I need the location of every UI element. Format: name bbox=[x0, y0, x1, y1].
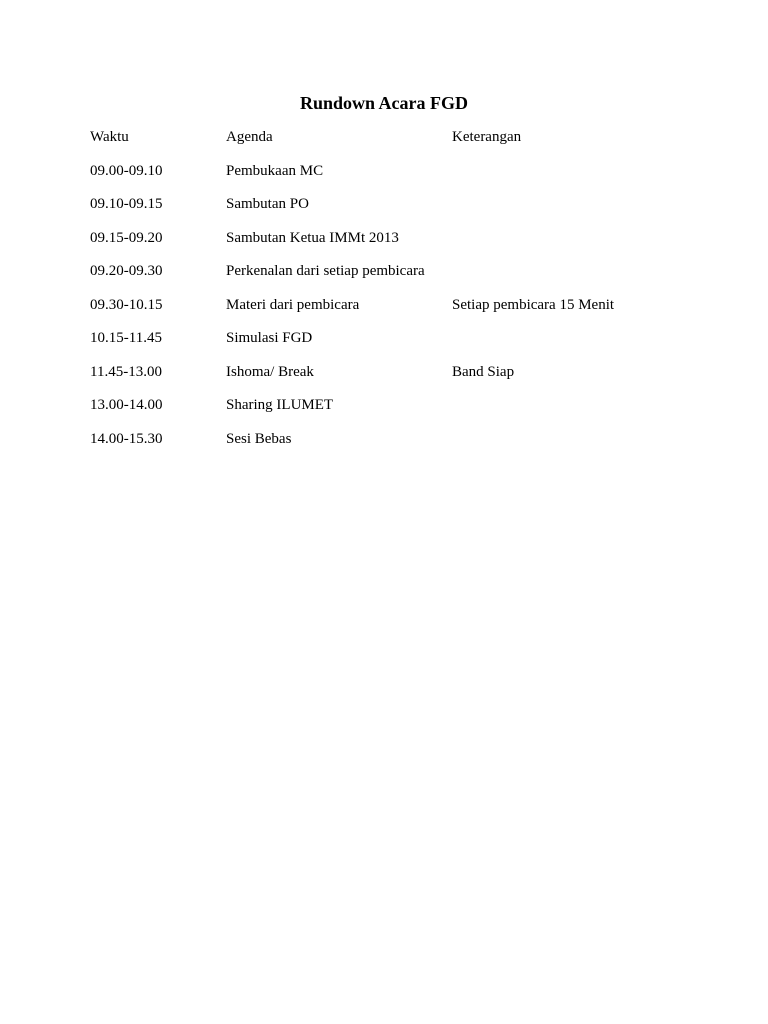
cell-waktu: 09.30-10.15 bbox=[90, 296, 163, 313]
cell-agenda: Sambutan Ketua IMMt 2013 bbox=[226, 229, 399, 246]
table-row bbox=[90, 328, 652, 362]
cell-keterangan bbox=[452, 429, 652, 463]
rundown-table bbox=[90, 127, 652, 462]
table-row bbox=[90, 228, 652, 262]
cell-keterangan bbox=[452, 194, 652, 228]
cell-keterangan: Setiap pembicara 15 Menit bbox=[452, 296, 615, 313]
cell-agenda: Ishoma/ Break bbox=[226, 363, 314, 380]
cell-keterangan bbox=[452, 261, 652, 295]
cell-waktu: 14.00-15.30 bbox=[90, 430, 163, 447]
table-row bbox=[90, 395, 652, 429]
document-title: Rundown Acara FGD bbox=[299, 93, 469, 113]
cell-keterangan bbox=[452, 228, 652, 262]
cell-agenda: Materi dari pembicara bbox=[226, 296, 360, 313]
cell-waktu: 13.00-14.00 bbox=[90, 397, 163, 413]
table-header-row bbox=[90, 127, 652, 161]
cell-waktu: 10.15-11.45 bbox=[90, 330, 162, 346]
cell-waktu: 09.00-09.10 bbox=[90, 162, 163, 179]
header-agenda: Agenda bbox=[226, 129, 273, 145]
cell-keterangan: Band Siap bbox=[452, 363, 515, 380]
cell-keterangan bbox=[452, 395, 652, 429]
table-row bbox=[90, 161, 652, 195]
cell-keterangan bbox=[452, 328, 652, 362]
cell-waktu: 09.20-09.30 bbox=[90, 263, 163, 279]
cell-agenda: Sesi Bebas bbox=[226, 430, 292, 447]
cell-keterangan bbox=[452, 161, 652, 195]
cell-agenda: Sambutan PO bbox=[226, 196, 309, 212]
cell-agenda: Simulasi FGD bbox=[226, 330, 313, 346]
cell-waktu: 11.45-13.00 bbox=[90, 363, 162, 380]
header-keterangan: Keterangan bbox=[452, 129, 522, 145]
cell-agenda: Sharing ILUMET bbox=[226, 397, 334, 413]
cell-waktu: 09.15-09.20 bbox=[90, 229, 163, 246]
table-row bbox=[90, 194, 652, 228]
table-row bbox=[90, 261, 652, 295]
header-waktu: Waktu bbox=[90, 129, 129, 145]
table-row bbox=[90, 295, 652, 329]
table-row bbox=[90, 429, 652, 463]
table-row bbox=[90, 362, 652, 396]
cell-agenda: Perkenalan dari setiap pembicara bbox=[226, 263, 425, 279]
cell-waktu: 09.10-09.15 bbox=[90, 196, 163, 212]
cell-agenda: Pembukaan MC bbox=[226, 162, 324, 179]
